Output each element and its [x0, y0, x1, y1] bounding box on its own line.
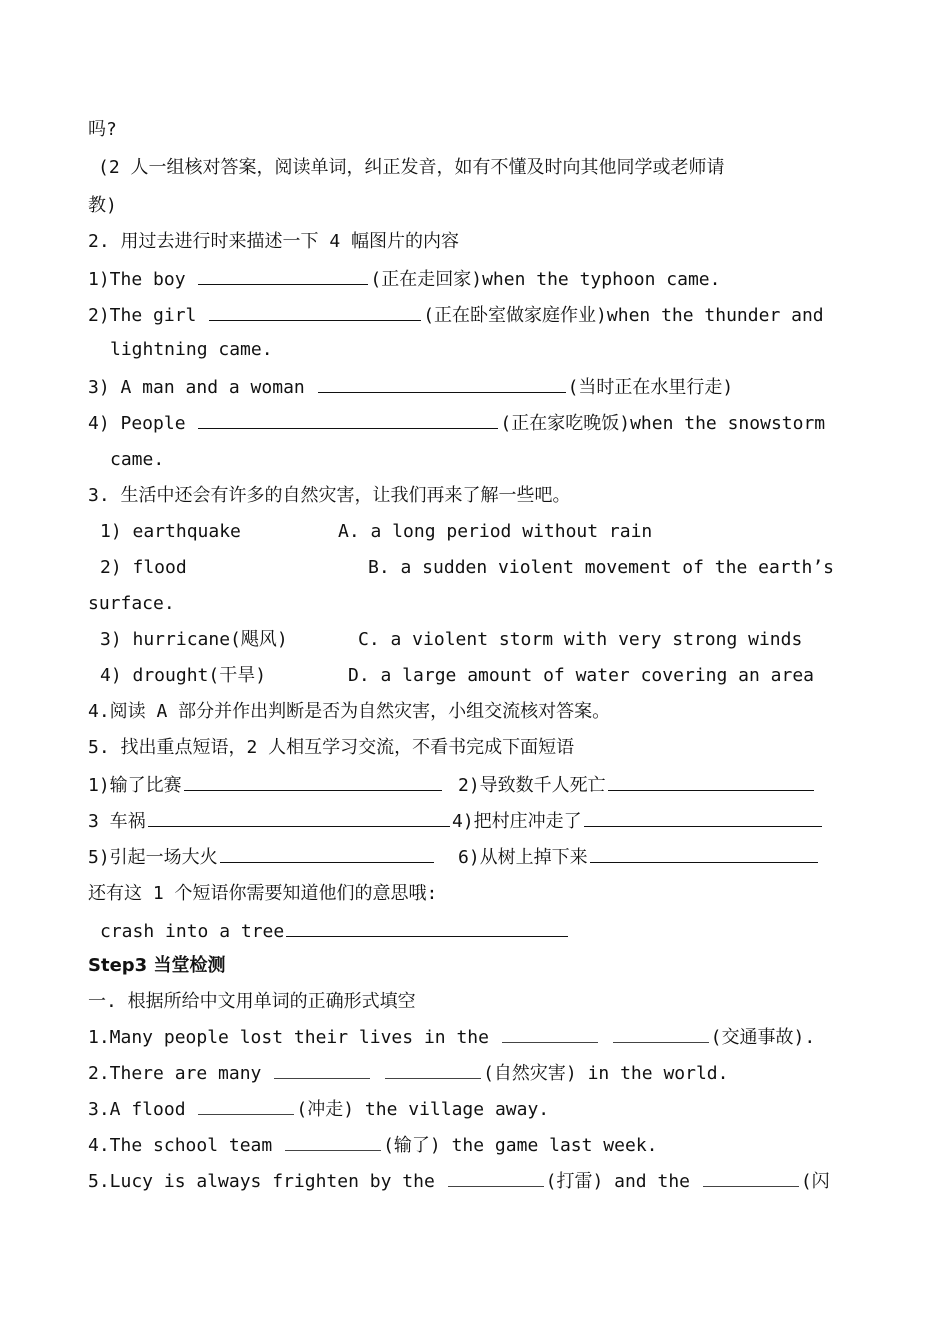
section-heading: 4.阅读 A 部分并作出判断是否为自然灾害，小组交流核对答案。: [88, 701, 611, 722]
answer-blank[interactable]: [613, 1026, 709, 1043]
answer-blank[interactable]: [198, 1098, 294, 1115]
phrase-line: 1)输了比赛: [88, 772, 444, 798]
answer-blank[interactable]: [209, 302, 421, 321]
text-line: 还有这 1 个短语你需要知道他们的意思哦:: [88, 883, 438, 904]
text-line: 教): [88, 195, 117, 216]
match-definition: A. a long period without rain: [338, 521, 653, 542]
phrase-line: 3 车祸: [88, 808, 452, 834]
text-line: surface.: [88, 593, 175, 614]
text-line: 吗?: [88, 119, 117, 140]
answer-blank[interactable]: [608, 772, 814, 791]
answer-blank[interactable]: [220, 844, 434, 863]
answer-blank[interactable]: [198, 266, 368, 285]
exercise-line: 5.Lucy is always frighten by the (打雷) and the (闪: [88, 1171, 830, 1192]
section-heading: 3. 生活中还会有许多的自然灾害，让我们再来了解一些吧。: [88, 485, 571, 506]
answer-blank[interactable]: [148, 808, 450, 827]
answer-blank[interactable]: [448, 1170, 544, 1187]
match-item: 4) drought(干旱): [100, 665, 267, 686]
exercise-line: 2)The girl (正在卧室做家庭作业)when the thunder and: [88, 302, 824, 328]
exercise-line: 4) People (正在家吃晚饭)when the snowstorm: [88, 410, 825, 436]
answer-blank[interactable]: [385, 1062, 481, 1079]
answer-blank[interactable]: [318, 374, 566, 393]
text-line: lightning came.: [110, 339, 273, 360]
match-definition: B. a sudden violent movement of the earth’s: [368, 557, 834, 578]
exercise-line: 3) A man and a woman (当时正在水里行走): [88, 374, 733, 400]
exercise-line: 4.The school team (输了) the game last week.: [88, 1135, 658, 1156]
exercise-line: 1.Many people lost their lives in the (交通事故).: [88, 1027, 816, 1048]
text-line: came.: [110, 449, 165, 470]
match-definition: C. a violent storm with very strong winds: [358, 629, 803, 650]
phrase-line: 4)把村庄冲走了: [452, 808, 824, 834]
exercise-line: 2.There are many (自然灾害) in the world.: [88, 1063, 729, 1084]
answer-blank[interactable]: [274, 1062, 370, 1079]
match-item: 3) hurricane(飓风): [100, 629, 288, 650]
match-item: 1) earthquake: [100, 521, 241, 542]
answer-blank[interactable]: [286, 918, 568, 937]
exercise-line: 1)The boy (正在走回家)when the typhoon came.: [88, 266, 720, 292]
text-line: (2 人一组核对答案，阅读单词，纠正发音，如有不懂及时向其他同学或老师请: [98, 157, 725, 178]
section-heading: 一. 根据所给中文用单词的正确形式填空: [88, 991, 416, 1012]
phrase-line: crash into a tree: [100, 918, 570, 944]
match-item: 2) flood: [100, 557, 187, 578]
answer-blank[interactable]: [184, 772, 442, 791]
phrase-line: 6)从树上掉下来: [458, 844, 820, 870]
answer-blank[interactable]: [584, 808, 822, 827]
exercise-line: 3.A flood (冲走) the village away.: [88, 1099, 550, 1120]
section-heading: 2. 用过去进行时来描述一下 4 幅图片的内容: [88, 231, 460, 252]
answer-blank[interactable]: [590, 844, 818, 863]
answer-blank[interactable]: [198, 410, 498, 429]
phrase-line: 2)导致数千人死亡: [458, 772, 816, 798]
answer-blank[interactable]: [703, 1170, 799, 1187]
answer-blank[interactable]: [285, 1134, 381, 1151]
phrase-line: 5)引起一场大火: [88, 844, 436, 870]
section-heading: 5. 找出重点短语，2 人相互学习交流，不看书完成下面短语: [88, 737, 575, 758]
match-definition: D. a large amount of water covering an area: [348, 665, 814, 686]
answer-blank[interactable]: [502, 1026, 598, 1043]
step-heading: Step3 当堂检测: [88, 955, 226, 976]
